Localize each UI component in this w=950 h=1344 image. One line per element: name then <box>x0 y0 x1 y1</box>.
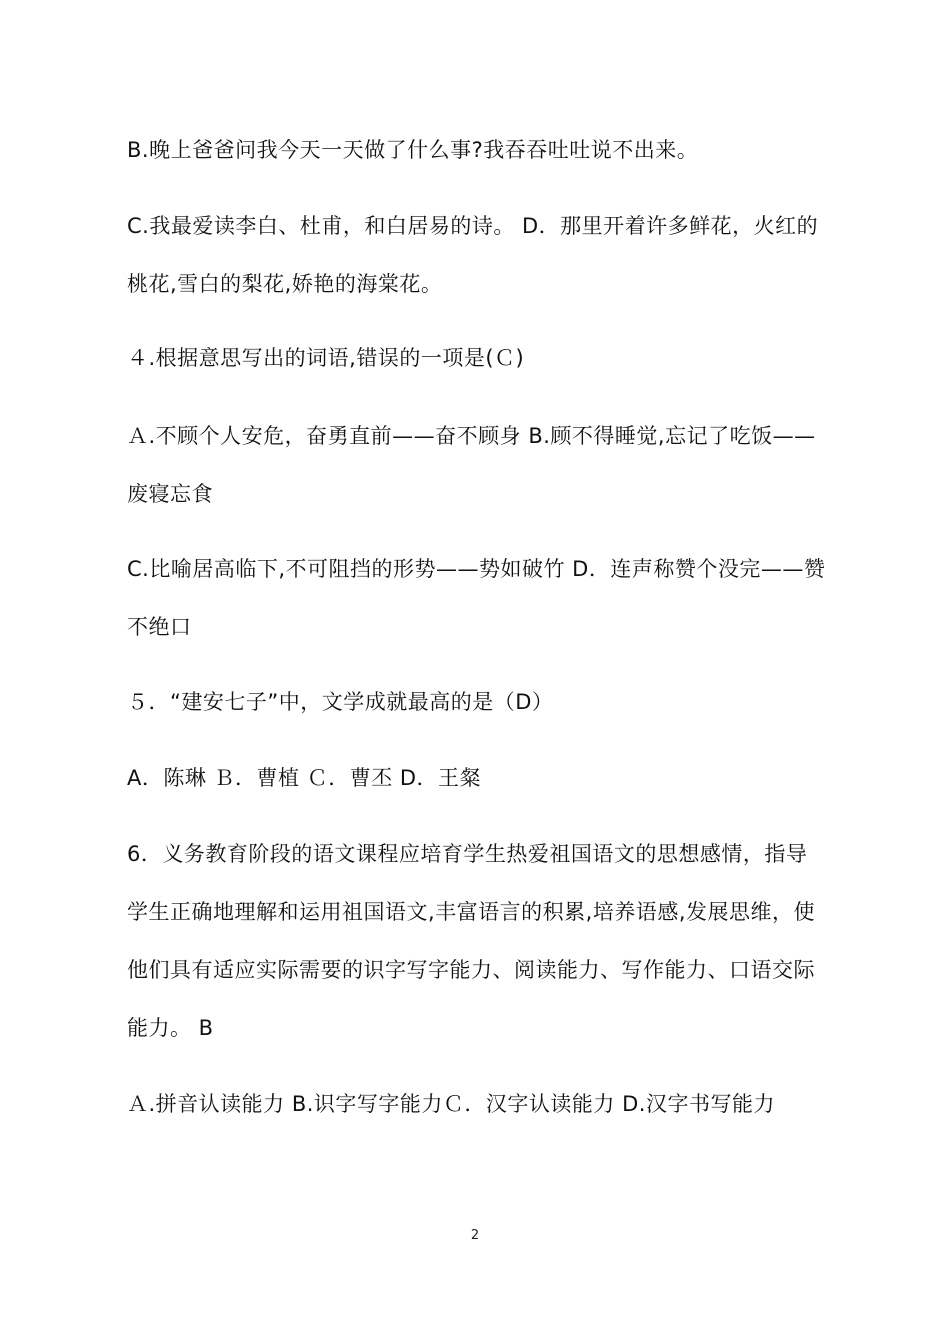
question-4-option-d-continuation: 不绝口 <box>127 615 192 639</box>
question-5-line: ５．“建安七子”中，文学成就最高的是（D） <box>127 690 554 714</box>
question-6-line-1: 6．义务教育阶段的语文课程应培育学生热爱祖国语文的思想感情，指导 <box>127 842 808 866</box>
question-6-options: Ａ.拼音认读能力 B.识字写字能力Ｃ．汉字认读能力 D.汉字书写能力 <box>127 1092 775 1116</box>
option-c-d-line: C.我最爱读李白、杜甫，和白居易的诗。 D．那里开着许多鲜花，火红的 <box>127 214 819 238</box>
question-4-options-cd: C.比喻居高临下,不可阻挡的形势——势如破竹 D．连声称赞个没完——赞 <box>127 557 826 581</box>
question-5-options: A．陈琳 Ｂ．曹植 Ｃ．曹丕 D．王粲 <box>127 766 482 790</box>
question-4-option-b-continuation: 废寝忘食 <box>127 482 213 506</box>
option-d-continuation: 桃花,雪白的梨花,娇艳的海棠花。 <box>127 272 443 296</box>
question-6-line-4: 能力。 B <box>127 1016 214 1040</box>
question-4-line: ４.根据意思写出的词语,错误的一项是(Ｃ) <box>127 346 525 370</box>
question-6-line-3: 他们具有适应实际需要的识字写字能力、阅读能力、写作能力、口语交际 <box>127 958 815 982</box>
page-number: 2 <box>470 1228 480 1243</box>
question-6-line-2: 学生正确地理解和运用祖国语文,丰富语言的积累,培养语感,发展思维，使 <box>127 900 816 924</box>
option-b-line: B.晚上爸爸问我今天一天做了什么事?我吞吞吐吐说不出来。 <box>127 138 699 162</box>
question-4-options-ab: Ａ.不顾个人安危，奋勇直前——奋不顾身 B.顾不得睡觉,忘记了吃饭—— <box>127 424 816 448</box>
